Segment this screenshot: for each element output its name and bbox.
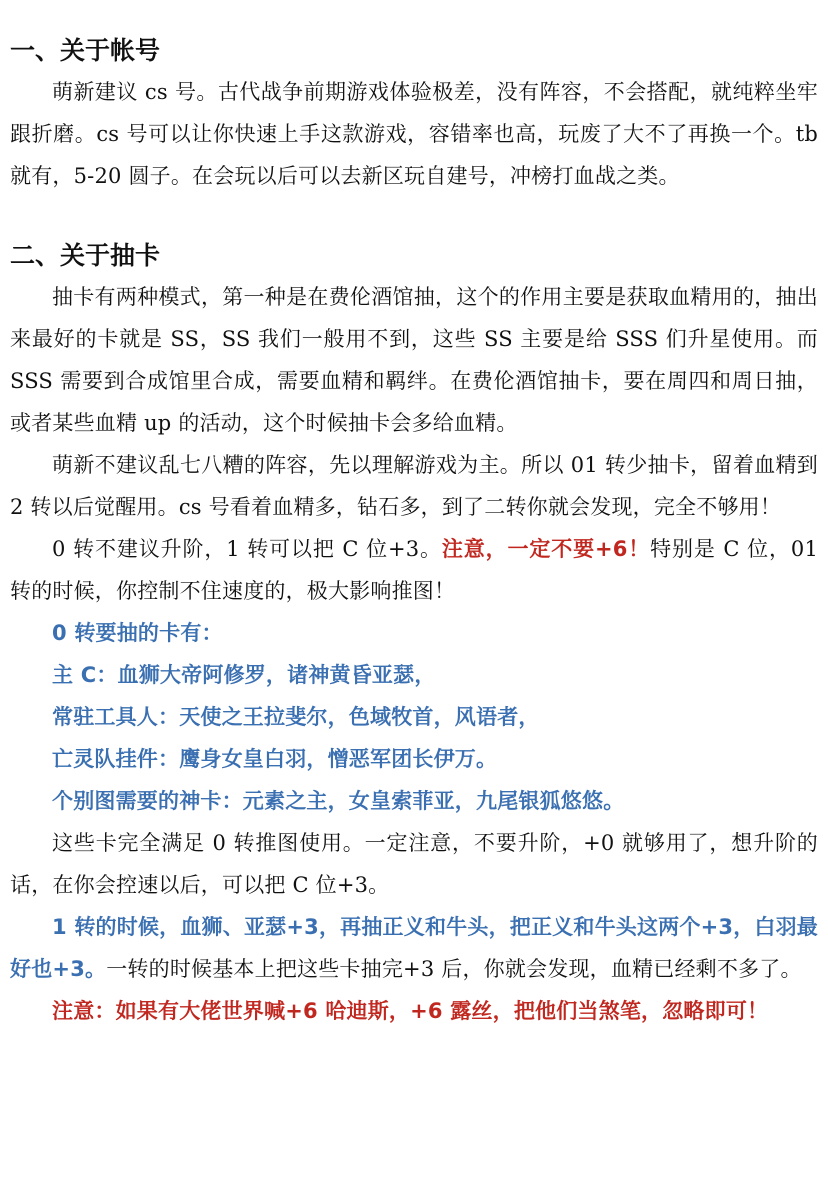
account-paragraph: 萌新建议 cs 号。古代战争前期游戏体验极差，没有阵容，不会搭配，就纯粹坐牢跟折磨。cs 号可以让你快速上手这款游戏，容错率也高，玩废了大不了再换一个。tb 就有，5-20 圆子。在会玩以后可以去新区玩自建号，冲榜打血战之类。: [10, 80, 818, 188]
ascension-text-a: 0 转不建议升阶，1 转可以把 C 位+3。: [52, 537, 442, 561]
gacha-paragraph-modes: 抽卡有两种模式，第一种是在费伦酒馆抽，这个的作用主要是获取血精用的，抽出来最好的卡就是 SS，SS 我们一般用不到，这些 SS 主要是给 SSS 们升星使用。而 SSS 需要到合成馆里合成，需要血精和羁绊。在费伦酒馆抽卡，要在周四和周日抽，或者某些血精 up 的活动，这个时候抽卡会多给血精。: [10, 285, 818, 435]
rebirth1-emphasis: 1 转的时候，血狮、亚瑟+3，再抽正义和牛头，把正义和牛头这两个+3，白羽最好也+3。: [10, 915, 818, 981]
gacha-paragraph-ascension: [10, 528, 818, 612]
ascension-text-b: 特别是 C 位，01 转的时候，你控制不住速度的，极大影响推图！: [10, 537, 819, 603]
rebirth1-text: 一转的时候基本上把这些卡抽完+3 后，你就会发现，血精已经剩不多了。: [106, 957, 802, 981]
gacha-paragraph-newbie: 萌新不建议乱七八糟的阵容，先以理解游戏为主。所以 01 转少抽卡，留着血精到 2 转以后觉醒用。cs 号看着血精多，钻石多，到了二转你就会发现，完全不够用！: [10, 453, 818, 519]
warning-no-plus6: 注意，一定不要+6！: [441, 537, 651, 561]
list-item-undead: 亡灵队挂件：鹰身女皇白羽，憎恶军团长伊万。: [52, 747, 498, 771]
section-heading-gacha: 二、关于抽卡: [10, 241, 161, 270]
list-item-tools: 常驻工具人：天使之王拉斐尔，色域牧首，风语者，: [52, 705, 540, 729]
list-title: 0 转要抽的卡有：: [52, 621, 223, 645]
list-item-god-cards: 个别图需要的神卡：元素之主，女皇索菲亚，九尾银狐悠悠。: [52, 789, 625, 813]
list-item-main-c: 主 C：血狮大帝阿修罗，诸神黄昏亚瑟，: [52, 663, 436, 687]
gacha-paragraph-rebirth1: [10, 906, 818, 990]
final-warning: 注意：如果有大佬世界喊+6 哈迪斯，+6 露丝，把他们当煞笔，忽略即可！: [52, 999, 769, 1023]
gacha-paragraph-sufficient: 这些卡完全满足 0 转推图使用。一定注意，不要升阶，+0 就够用了，想升阶的话，在你会控速以后，可以把 C 位+3。: [10, 831, 818, 897]
section-heading-account: 一、关于帐号: [10, 36, 161, 65]
